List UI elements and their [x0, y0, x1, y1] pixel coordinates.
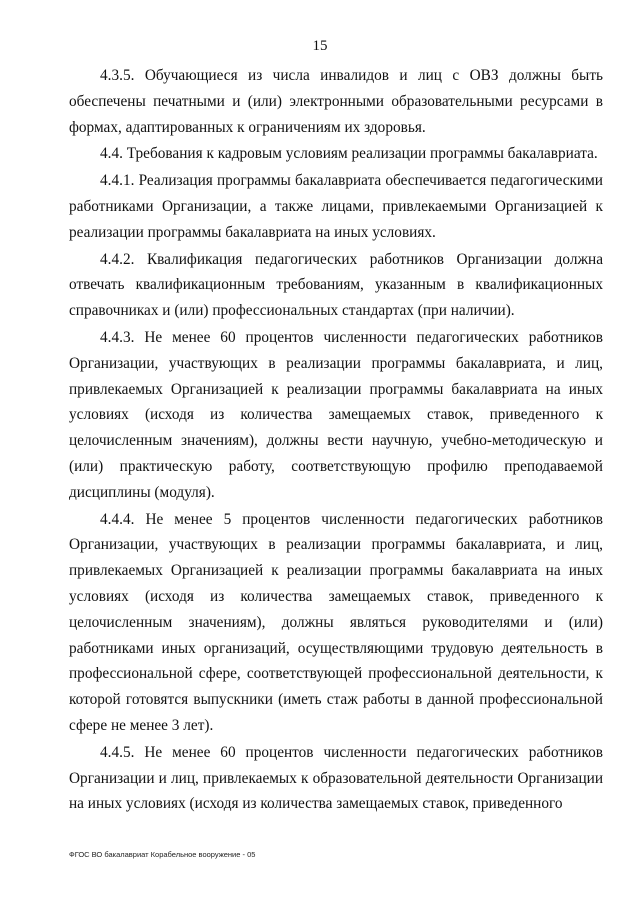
paragraph-4-4-4: 4.4.4. Не менее 5 процентов численности педагогических работников Организации, участвующих в реализации программы бакалавриата, и лиц, привлекаемых Организацией к реализации программы бакалавриата на иных условиях (исходя из количества замещаемых ставок, приведенного к целочисленным значениям), должны являться руководителями и (или) работниками иных организаций, осуществляющими трудовую деятельность в профессиональной сфере, соответствующей профессиональной деятельности, к которой готовятся выпускники (иметь стаж работы в данной профессиональной сфере не менее 3 лет). — [69, 510, 603, 734]
paragraph-4-4-1: 4.4.1. Реализация программы бакалавриата обеспечивается педагогическими работниками Организации, а также лицами, привлекаемыми Организацией к реализации программы бакалавриата на иных условиях. — [69, 172, 603, 241]
paragraph-4-4-2: 4.4.2. Квалификация педагогических работников Организации должна отвечать квалификационным требованиям, указанным в квалификационных справочниках и (или) профессиональных стандартах (при наличии). — [69, 250, 603, 320]
paragraph-4-3-5: 4.3.5. Обучающиеся из числа инвалидов и лиц с ОВЗ должны быть обеспечены печатными и (или) электронными образовательными ресурсами в формах, адаптированных к ограничениям их здоровья. — [69, 67, 603, 136]
page-number: 15 — [312, 38, 328, 54]
document-footer: ФГОС ВО бакалавриат Корабельное вооружение - 05 — [69, 850, 256, 859]
paragraph-4-4: 4.4. Требования к кадровым условиям реализации программы бакалавриата. — [100, 145, 598, 163]
paragraph-4-4-5: 4.4.5. Не менее 60 процентов численности педагогических работников Организации и лиц, привлекаемых к образовательной деятельности Организации на иных условиях (исходя из количества замещаемых ставок, приведенного — [69, 743, 603, 813]
paragraph-4-4-3: 4.4.3. Не менее 60 процентов численности педагогических работников Организации, участвующих в реализации программы бакалавриата, и лиц, привлекаемых Организацией к реализации программы бакалавриата на иных условиях (исходя из количества замещаемых ставок, приведенного к целочисленным значениям), должны вести научную, учебно-методическую и (или) практическую работу, соответствующую профилю преподаваемой дисциплины (модуля). — [69, 328, 603, 501]
document-body — [69, 63, 603, 818]
